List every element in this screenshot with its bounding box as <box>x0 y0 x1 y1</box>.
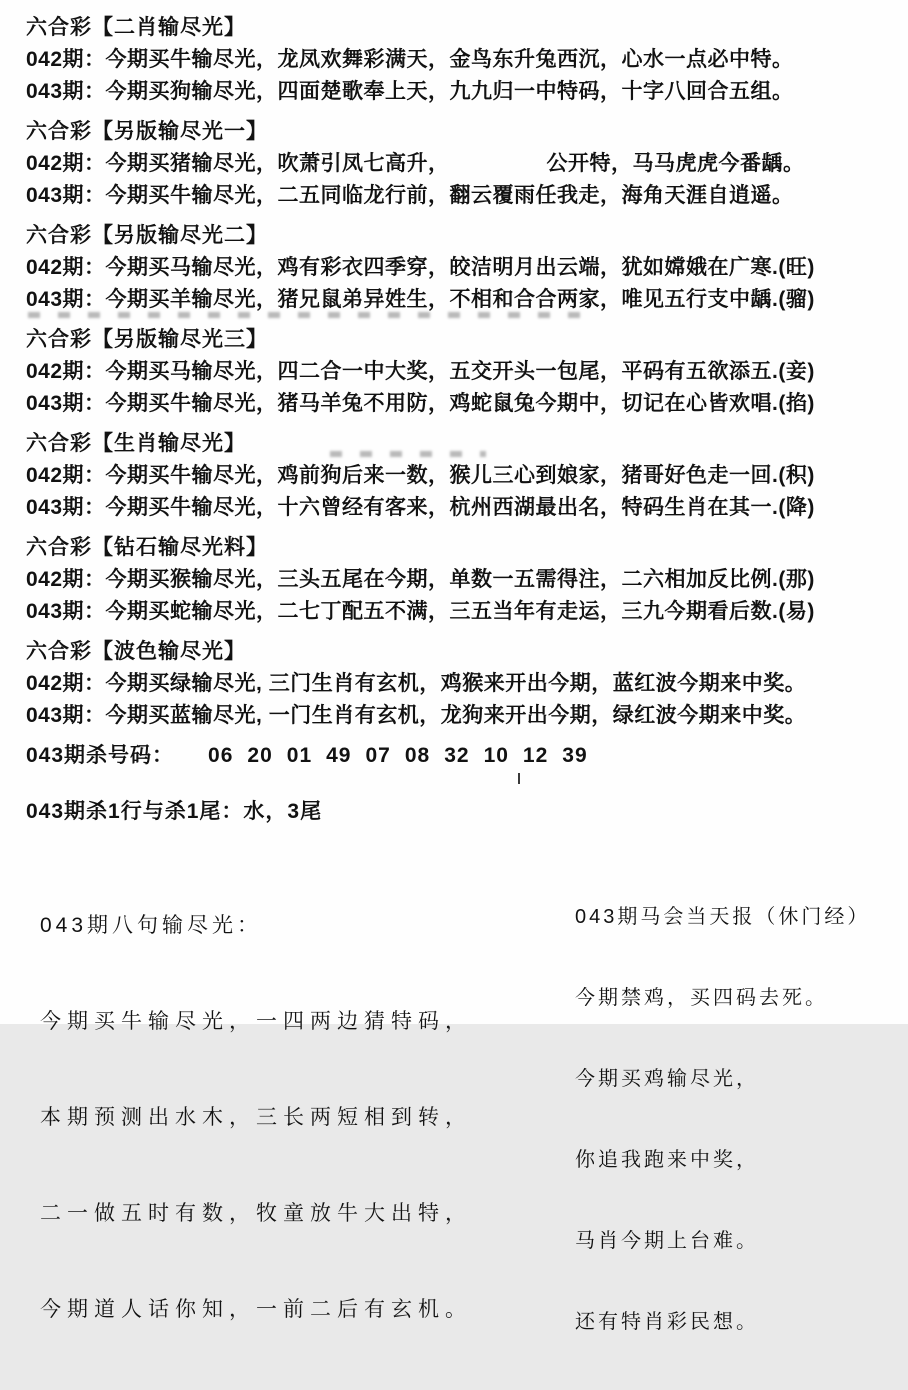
report-line: 你追我跑来中奖， <box>575 1149 759 1171</box>
cursor-tick-artifact <box>518 773 520 784</box>
section-title: 六合彩【生肖输尽光】 <box>26 432 246 455</box>
section-two-zodiac <box>26 12 896 108</box>
kill-numbers-label: 043期杀号码： <box>26 744 175 767</box>
kill-row-tail-line: 043期杀1行与杀1尾：水，3尾 <box>26 800 323 823</box>
kill-number: 07 <box>365 744 391 767</box>
kill-number: 06 <box>208 744 234 767</box>
tip-line-043: 043期：今期买蓝输尽光, 一门生肖有玄机，龙狗来开出今期，绿红波今期来中奖。 <box>26 704 807 727</box>
section-title: 六合彩【另版输尽光二】 <box>26 224 268 247</box>
kill-number: 20 <box>247 744 273 767</box>
verse-line: 今期买牛输尽光，一四两边猜特码， <box>40 1010 472 1033</box>
tip-line-042: 042期：今期买猪输尽光，吹萧引凤七高升， 公开特，马马虎虎今番龋。 <box>26 152 805 175</box>
section-title: 六合彩【波色输尽光】 <box>26 640 246 663</box>
verse-line: 本期预测出水木，三长两短相到转， <box>40 1106 472 1129</box>
section-title: 六合彩【另版输尽光三】 <box>26 328 268 351</box>
tip-line-042: 042期：今期买牛输尽光，鸡前狗后来一数，猴儿三心到娘家，猪哥好色走一回.(积) <box>26 464 815 487</box>
report-line: 今期禁鸡，买四码去死。 <box>575 987 828 1009</box>
section-title: 六合彩【钻石输尽光料】 <box>26 536 268 559</box>
verse-line: 今期道人话你知，一前二后有玄机。 <box>40 1298 472 1321</box>
tip-line-043: 043期：今期买牛输尽光，十六曾经有客来，杭州西湖最出名，特码生肖在其一.(降) <box>26 496 815 519</box>
horse-daily-report-title: 043期马会当天报（休门经） <box>575 906 871 928</box>
erased-text-artifact <box>28 312 588 318</box>
section-title: 六合彩【另版输尽光一】 <box>26 120 268 143</box>
eight-line-verse-title: 043期八句输尽光： <box>40 914 263 937</box>
tip-line-042: 042期：今期买马输尽光，鸡有彩衣四季穿，皎洁明月出云端，犹如嫦娥在广寒.(旺) <box>26 256 815 279</box>
verse-line: 二一做五时有数，牧童放牛大出特， <box>40 1202 472 1225</box>
kill-number: 32 <box>444 744 470 767</box>
horse-daily-report-block <box>575 850 870 1390</box>
tip-line-043: 043期：今期买牛输尽光，猪马羊兔不用防，鸡蛇鼠兔今期中，切记在心皆欢唱.(掐) <box>26 392 815 415</box>
tip-line-043: 043期：今期买牛输尽光，二五同临龙行前，翻云覆雨任我走，海角天涯自逍遥。 <box>26 184 794 207</box>
eight-line-verse-block <box>40 846 472 1390</box>
sheet-content <box>26 12 896 1333</box>
report-line: 马肖今期上台难。 <box>575 1230 759 1252</box>
section-wave-color <box>26 636 896 732</box>
report-line: 还有特肖彩民想。 <box>575 1311 759 1333</box>
report-line: 今期买鸡输尽光， <box>575 1068 759 1090</box>
kill-number: 01 <box>286 744 313 767</box>
tip-line-043: 043期：今期买羊输尽光，猪兄鼠弟异姓生，不相和合合两家，唯见五行支中龋.(骝) <box>26 288 815 311</box>
section-title: 六合彩【二肖输尽光】 <box>26 16 246 39</box>
kill-numbers-line <box>26 740 896 772</box>
kill-numbers-list <box>208 744 602 767</box>
tip-line-042: 042期：今期买牛输尽光，龙凤欢舞彩满天，金鸟东升兔西沉，心水一点必中特。 <box>26 48 794 71</box>
tip-line-042: 042期：今期买马输尽光，四二合一中大奖，五交开头一包尾，平码有五欲添五.(妾) <box>26 360 815 383</box>
section-alt-version-1 <box>26 116 896 212</box>
section-zodiac <box>26 428 896 524</box>
tip-line-043: 043期：今期买狗输尽光，四面楚歌奉上天，九九归一中特码，十字八回合五组。 <box>26 80 794 103</box>
kill-number: 49 <box>326 744 352 767</box>
kill-number: 10 <box>483 744 509 767</box>
kill-number: 12 <box>522 744 549 767</box>
section-diamond <box>26 532 896 628</box>
tip-line-043: 043期：今期买蛇输尽光，二七丁配五不满，三五当年有走运，三九今期看后数.(易) <box>26 600 815 623</box>
bottom-blocks <box>26 846 896 1333</box>
kill-number: 08 <box>404 744 431 767</box>
section-alt-version-3 <box>26 324 896 420</box>
erased-text-artifact <box>330 451 486 457</box>
kill-number: 39 <box>562 744 588 767</box>
tip-line-042: 042期：今期买绿输尽光, 三门生肖有玄机，鸡猴来开出今期，蓝红波今期来中奖。 <box>26 672 807 695</box>
section-alt-version-2 <box>26 220 896 316</box>
tip-line-042: 042期：今期买猴输尽光，三头五尾在今期，单数一五需得注，二六相加反比例.(那) <box>26 568 815 591</box>
